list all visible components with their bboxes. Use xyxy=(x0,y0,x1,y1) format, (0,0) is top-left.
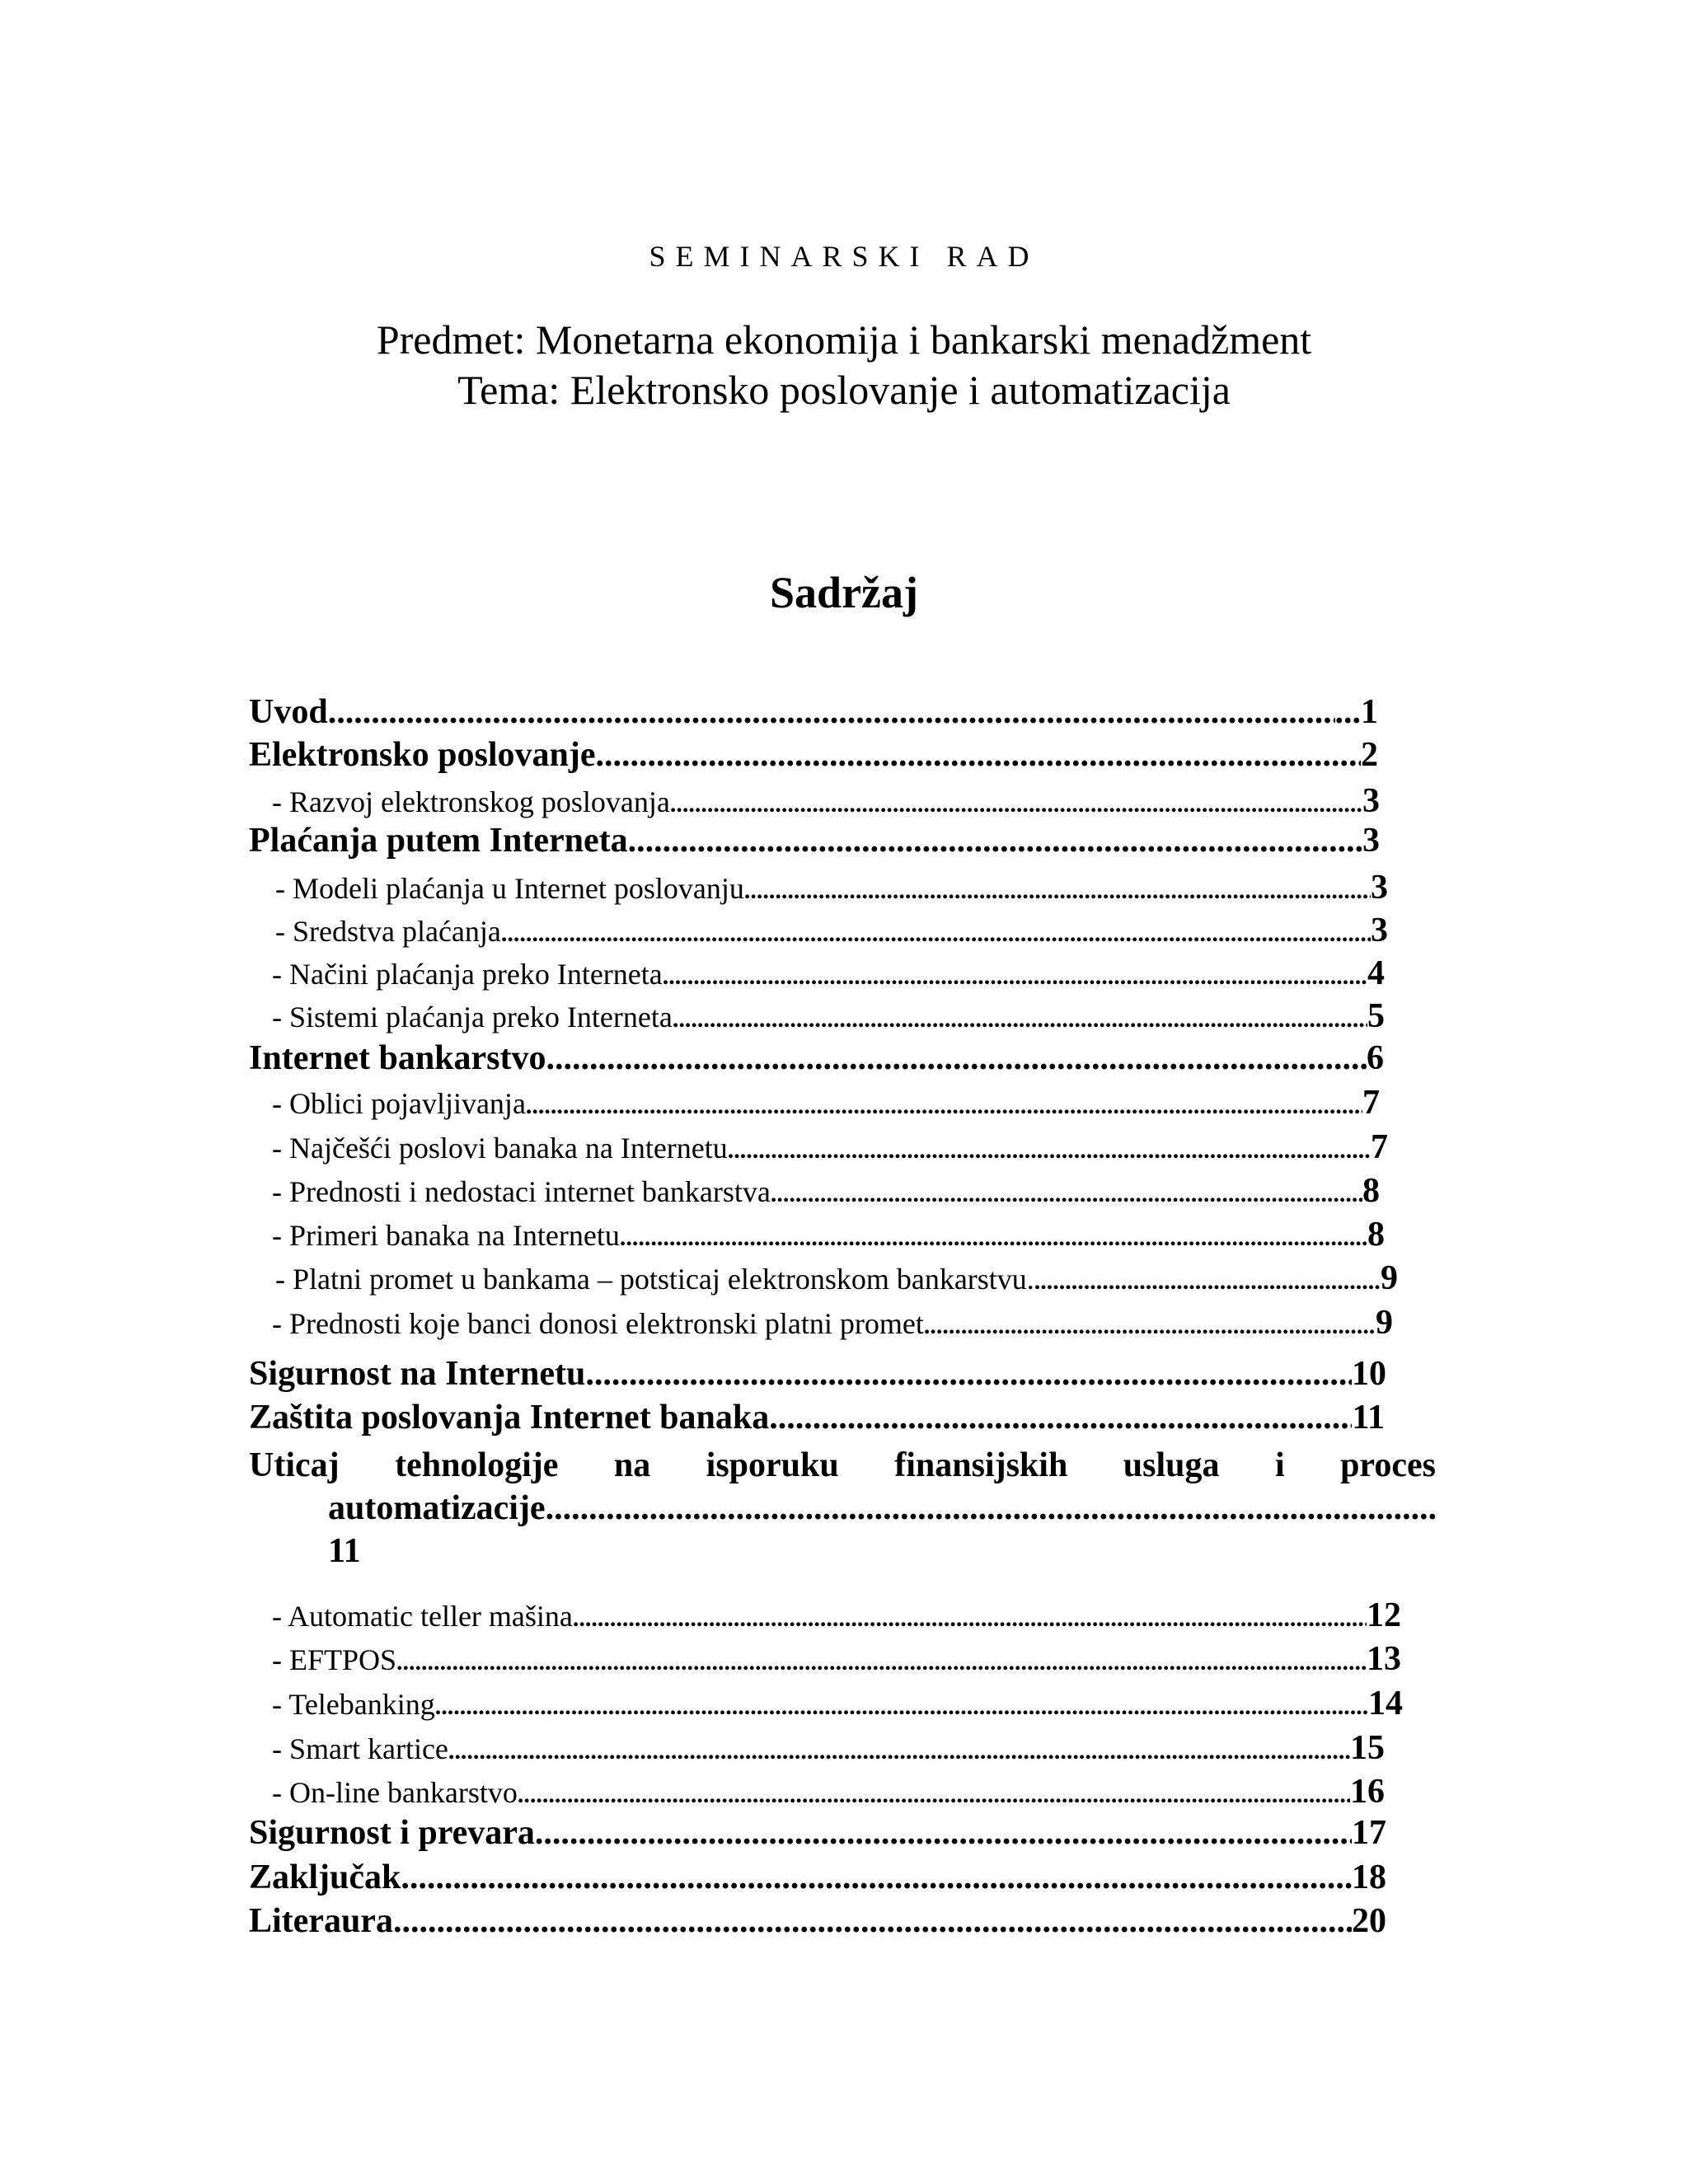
toc-leader xyxy=(501,920,1371,948)
toc-entry-zastita[interactable] xyxy=(249,1398,1385,1439)
subject-line: Predmet: Monetarna ekonomija i bankarski menadžment xyxy=(376,316,1312,363)
toc-entry-online-bankarstvo[interactable] xyxy=(272,1772,1385,1810)
toc-leader xyxy=(585,1354,1352,1394)
toc-entry-page: 17 xyxy=(1352,1814,1386,1852)
toc-entry-label: - Modeli plaćanja u Internet poslovanju xyxy=(275,872,744,905)
toc-entry-nacini[interactable] xyxy=(272,954,1385,991)
toc-leader xyxy=(535,1813,1352,1853)
toc-entry-telebanking[interactable] xyxy=(272,1684,1403,1722)
toc-entry-label: - Platni promet u bankama – potsticaj elektronskom bankarstvu. xyxy=(275,1263,1034,1296)
toc-entry-label: - Oblici pojavljivanja xyxy=(272,1087,526,1120)
toc-word: Uticaj xyxy=(249,1446,340,1484)
toc-entry-page: 9 xyxy=(1381,1259,1398,1296)
toc-entry-razvoj[interactable] xyxy=(272,781,1380,819)
toc-entry-primeri[interactable] xyxy=(272,1215,1385,1253)
toc-entry-label: Sigurnost i prevara xyxy=(249,1814,535,1852)
toc-entry-oblici[interactable] xyxy=(272,1083,1380,1121)
toc-entry-prednosti-banci[interactable] xyxy=(272,1303,1393,1341)
toc-entry-page: 9 xyxy=(1376,1304,1393,1341)
toc-leader xyxy=(744,877,1371,905)
toc-leader xyxy=(546,1487,1436,1530)
toc-leader xyxy=(620,1224,1367,1252)
toc-entry-label: - Sredstva plaćanja xyxy=(275,915,501,948)
toc-leader xyxy=(673,1005,1367,1033)
toc-entry-label: Internet bankarstvo xyxy=(249,1039,546,1077)
toc-entry-page: 10 xyxy=(1352,1355,1386,1393)
toc-leader xyxy=(1034,1268,1381,1296)
toc-word: i xyxy=(1274,1446,1285,1484)
toc-entry-internet-bankarstvo[interactable] xyxy=(249,1038,1384,1080)
toc-entry-label: Uvod xyxy=(249,693,328,731)
toc-leader xyxy=(546,1038,1367,1078)
toc-entry-uticaj-tehnologije[interactable] xyxy=(249,1444,1436,1572)
toc-entry-page: 12 xyxy=(1367,1596,1401,1633)
toc-entry-label-line2 xyxy=(328,1487,1436,1530)
toc-entry-label: Literaura xyxy=(249,1902,393,1940)
toc-leader xyxy=(670,790,1362,818)
toc-leader xyxy=(771,1180,1362,1208)
toc-title: Sadržaj xyxy=(770,568,918,617)
topic-line: Tema: Elektronsko poslovanje i automatizacija xyxy=(457,367,1231,413)
toc-entry-label: - Primeri banaka na Internetu xyxy=(272,1219,620,1252)
toc-word: tehnologije xyxy=(395,1446,559,1484)
toc-entry-page: 6 xyxy=(1367,1039,1384,1077)
toc-leader xyxy=(393,1901,1352,1941)
toc-entry-label: automatizacije xyxy=(328,1489,546,1527)
toc-entry-label: Elektronsko poslovanje xyxy=(249,736,596,774)
toc-entry-sigurnost-internet[interactable] xyxy=(249,1354,1386,1395)
toc-entry-atm[interactable] xyxy=(272,1596,1401,1633)
toc-entry-modeli[interactable] xyxy=(275,868,1388,906)
toc-entry-page: 8 xyxy=(1367,1216,1385,1253)
toc-entry-page: ...1 xyxy=(1334,693,1378,731)
toc-entry-uvod[interactable] xyxy=(249,692,1378,733)
toc-entry-page: 11 xyxy=(328,1532,361,1570)
toc-entry-label: - Načini plaćanja preko Interneta xyxy=(272,958,663,991)
toc-word: isporuku xyxy=(706,1446,839,1484)
toc-entry-page: 3 xyxy=(1371,869,1388,906)
toc-entry-zakljucak[interactable] xyxy=(249,1858,1386,1899)
toc-entry-literaura[interactable] xyxy=(249,1901,1386,1943)
toc-entry-label: - Najčešći poslovi banaka na Internetu xyxy=(272,1132,728,1165)
toc-entry-smart-kartice[interactable] xyxy=(272,1728,1385,1766)
toc-leader xyxy=(924,1312,1376,1340)
toc-entry-label: - Sistemi plaćanja preko Interneta xyxy=(272,1001,673,1033)
toc-entry-page: 13 xyxy=(1367,1640,1401,1677)
toc-entry-page: 2 xyxy=(1361,736,1378,774)
toc-entry-label: - Automatic teller mašina xyxy=(272,1600,573,1633)
toc-leader xyxy=(526,1092,1362,1120)
toc-entry-elektronsko-poslovanje[interactable] xyxy=(249,735,1378,776)
toc-word: usluga xyxy=(1123,1446,1220,1484)
toc-leader xyxy=(573,1605,1367,1633)
toc-entry-sigurnost-prevara[interactable] xyxy=(249,1813,1386,1854)
toc-leader xyxy=(595,735,1361,775)
toc-entry-page: 20 xyxy=(1352,1902,1386,1940)
toc-entry-label: - Smart kartice xyxy=(272,1732,448,1765)
toc-entry-page: 14 xyxy=(1368,1685,1403,1722)
toc-leader xyxy=(628,821,1362,860)
toc-entry-label: - EFTPOS xyxy=(272,1643,397,1676)
toc-leader xyxy=(435,1693,1368,1721)
toc-word: na xyxy=(613,1446,651,1484)
toc-entry-eftpos[interactable] xyxy=(272,1639,1401,1677)
toc-entry-label: - Prednosti koje banci donosi elektronski platni promet xyxy=(272,1307,924,1340)
toc-entry-page: 18 xyxy=(1352,1858,1386,1896)
toc-leader xyxy=(518,1781,1350,1809)
toc-entry-platni-promet[interactable] xyxy=(275,1258,1398,1296)
toc-entry-page: 15 xyxy=(1350,1729,1385,1766)
toc-entry-page: 4 xyxy=(1367,954,1385,991)
toc-entry-label: Sigurnost na Internetu xyxy=(249,1355,586,1393)
toc-entry-sredstva[interactable] xyxy=(275,911,1388,949)
toc-entry-page: 8 xyxy=(1362,1172,1380,1209)
toc-entry-label: - Razvoj elektronskog poslovanja xyxy=(272,785,670,818)
toc-entry-page: 3 xyxy=(1362,822,1380,860)
toc-entry-label: - Telebanking xyxy=(272,1688,435,1721)
toc-entry-page: 3 xyxy=(1371,912,1388,949)
toc-entry-page: 11 xyxy=(1352,1399,1385,1436)
toc-leader xyxy=(448,1737,1350,1765)
toc-entry-label-line1 xyxy=(249,1444,1436,1487)
toc-entry-sistemi[interactable] xyxy=(272,996,1385,1034)
toc-entry-page: 5 xyxy=(1367,997,1385,1034)
toc-leader xyxy=(401,1858,1352,1897)
toc-entry-najcesci[interactable] xyxy=(272,1127,1388,1165)
toc-word: finansijskih xyxy=(894,1446,1068,1484)
toc-entry-prednosti-nedostaci[interactable] xyxy=(272,1171,1380,1209)
toc-entry-label: Plaćanja putem Interneta xyxy=(249,822,628,860)
toc-entry-page: 16 xyxy=(1350,1773,1385,1810)
toc-entry-page: 7 xyxy=(1371,1128,1388,1165)
toc-leader xyxy=(396,1648,1367,1676)
document-type: SEMINARSKI RAD xyxy=(649,240,1039,273)
toc-leader xyxy=(663,963,1367,991)
toc-leader xyxy=(769,1398,1352,1437)
toc-entry-label: - Prednosti i nedostaci internet bankarstva xyxy=(272,1175,771,1208)
toc-entry-label: - On-line bankarstvo xyxy=(272,1776,518,1809)
toc-entry-page: 7 xyxy=(1362,1084,1380,1121)
toc-leader xyxy=(328,692,1335,732)
toc-word: proces xyxy=(1340,1446,1436,1484)
toc-entry-page: 3 xyxy=(1362,782,1380,819)
toc-entry-label: Zaključak xyxy=(249,1858,401,1896)
toc-leader xyxy=(728,1137,1371,1165)
toc-entry-label: Zaštita poslovanja Internet banaka xyxy=(249,1399,770,1436)
toc-entry-placanja[interactable] xyxy=(249,821,1380,862)
